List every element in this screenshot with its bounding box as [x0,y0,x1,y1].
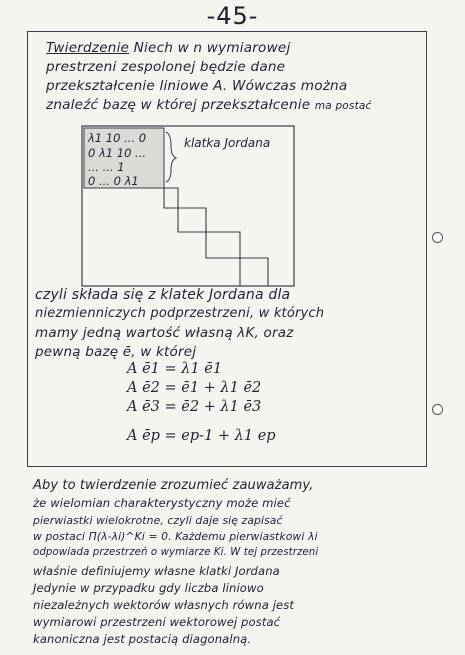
page-number: -45- [206,2,259,30]
bottom-line-3: pierwiastki wielokrotne, czyli daje się zapisać [33,514,283,527]
theorem-heading: Twierdzenie [46,40,130,56]
equation-1: A ē1 = λ1 ē1 [127,361,223,377]
theorem-line-1-rest: Niech w n wymiarowej [133,40,291,56]
bottom-line-5: odpowiada przestrzeń o wymiarze Ki. W tej przestrzeni [33,547,319,558]
brace [166,132,176,182]
matrix-row-2: 0 λ1 10 ... [88,146,147,160]
bottom-line-2: że wielomian charakterystyczny może mieć [33,496,291,510]
theorem-line-4-main: znaleźć bazę w której przekształcenie [46,97,311,113]
matrix-row-1: λ1 10 ... 0 [88,131,147,145]
middle-line-4: pewną bazę ē, w której [35,344,197,360]
matrix-row-3: ... ... 1 [88,160,125,174]
bottom-line-1: Aby to twierdzenie zrozumieć zauważamy, [33,478,314,493]
bottom-line-9: wymiarowi przestrzeni wektorowej postać [33,615,281,629]
theorem-line-4-small: ma postać [314,100,372,112]
bottom-line-7: Jedynie w przypadku gdy liczba liniowo [33,581,264,595]
matrix-row-4: 0 ... 0 λ1 [88,174,139,188]
block-staircase-inner [164,188,240,286]
bottom-line-10: kanoniczna jest postacią diagonalną. [33,632,252,646]
equation-3: A ē3 = ē2 + λ1 ē3 [127,399,262,415]
theorem-line-3: przekształcenie liniowe A. Wówczas można [46,78,348,94]
middle-line-1: czyli składa się z klatek Jordana dla [35,287,291,303]
jordan-block-label: klatka Jordana [184,136,271,150]
bottom-line-4: w postaci Π(λ-λi)^Ki = 0. Każdemu pierwiastkowi λi [33,530,318,543]
middle-line-2: niezmienniczych podprzestrzeni, w których [35,306,325,321]
middle-line-3: mamy jedną wartość własną λK, oraz [35,325,294,341]
equation-2: A ē2 = ē1 + λ1 ē2 [127,380,262,396]
theorem-line-2: prestrzeni zespolonej będzie dane [46,59,286,75]
equation-4: A ēp = ep-1 + λ1 ep [127,428,276,444]
block-staircase [164,188,268,286]
bottom-line-6: właśnie definiujemy własne klatki Jordana [33,564,280,578]
bottom-line-8: niezależnych wektorów własnych równa jest [33,598,295,612]
